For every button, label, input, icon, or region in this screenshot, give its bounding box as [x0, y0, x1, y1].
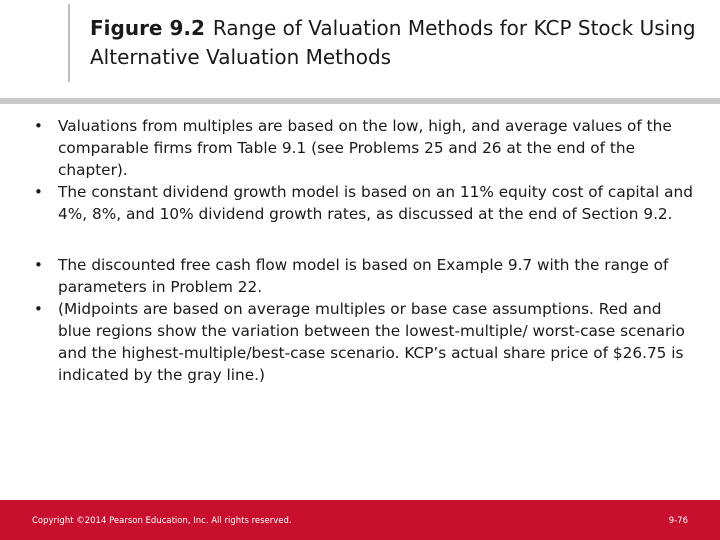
- bullet-item: [0, 254, 720, 298]
- page-number: 9-76: [668, 516, 688, 526]
- bullet-item: [0, 298, 720, 386]
- bullet-list: [0, 115, 720, 386]
- footer-bar: [0, 500, 720, 540]
- bullet-item: [0, 115, 720, 181]
- title-text: Range of Valuation Methods for KCP Stock Using Alternative Valuation Methods: [90, 16, 696, 69]
- title-divider: [0, 98, 720, 104]
- bullet-icon: •: [34, 183, 43, 201]
- bullet-text: The constant dividend growth model is based on an 11% equity cost of capital and 4%, 8%, and 10% dividend growth rates, as discussed at the end of Section 9.2.: [58, 183, 693, 223]
- bullet-icon: •: [34, 300, 43, 318]
- bullet-text: The discounted free cash flow model is based on Example 9.7 with the range of parameters in Problem 22.: [58, 256, 669, 296]
- bullet-item: [0, 181, 720, 225]
- copyright-text: Copyright ©2014 Pearson Education, Inc. All rights reserved.: [32, 516, 292, 526]
- bullet-text: (Midpoints are based on average multiples or base case assumptions. Red and blue regions show the variation between the lowest-multiple/ worst-case scenario and the highest-multiple/best-case scenario. KCP’s actual share price of $26.75 is indicated by the gray line.): [58, 300, 685, 384]
- title-area: [0, 0, 720, 92]
- bullet-icon: •: [34, 256, 43, 274]
- bullet-icon: •: [34, 117, 43, 135]
- figure-label: Figure 9.2: [90, 16, 205, 40]
- title-accent-rule: [68, 4, 70, 82]
- bullet-text: Valuations from multiples are based on the low, high, and average values of the comparable firms from Table 9.1 (see Problems 25 and 26 at the end of the chapter).: [58, 117, 672, 179]
- slide-title: [90, 14, 700, 72]
